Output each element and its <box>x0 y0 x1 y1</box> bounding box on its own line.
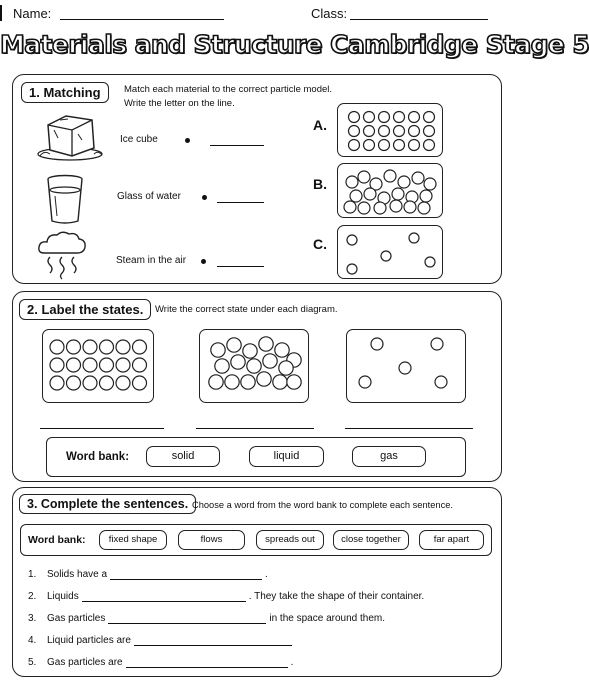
top-edge-mark <box>0 5 2 21</box>
diagram-liquid-particles <box>200 330 310 404</box>
sentence-5-text-after: . <box>290 657 294 668</box>
particle <box>399 362 411 374</box>
particle <box>424 112 435 123</box>
item-steam-dot[interactable] <box>201 259 206 264</box>
particle <box>215 359 229 373</box>
section-1-instruction-2: Write the letter on the line. <box>124 98 235 109</box>
word-pill-solid[interactable]: solid <box>146 446 220 467</box>
particle <box>257 372 271 386</box>
particle <box>431 338 443 350</box>
word-pill-close-together[interactable]: close together <box>333 530 409 550</box>
particle <box>404 201 416 213</box>
item-steam-label: Steam in the air <box>116 255 187 266</box>
item-glass-of-water-label: Glass of water <box>117 191 181 202</box>
particle <box>349 112 360 123</box>
answer-line-diagram-1[interactable] <box>40 428 164 429</box>
particle <box>425 257 435 267</box>
particle <box>358 171 370 183</box>
particle <box>384 170 396 182</box>
model-a-letter: A. <box>313 117 327 133</box>
particle <box>346 176 358 188</box>
item-ice-cube-label: Ice cube <box>120 134 158 145</box>
particle <box>379 126 390 137</box>
particle <box>241 375 255 389</box>
particle <box>50 358 64 372</box>
particle <box>394 140 405 151</box>
diagram-gas-particles <box>347 330 467 404</box>
sentence-5-number: 5. <box>28 657 37 668</box>
particle <box>409 233 419 243</box>
name-label: Name: <box>13 6 52 21</box>
particle <box>275 343 289 357</box>
sentence-2-blank[interactable] <box>82 590 246 602</box>
section-2-instruction: Write the correct state under each diagram. <box>155 304 338 315</box>
particle <box>398 176 410 188</box>
particle <box>409 140 420 151</box>
word-bank-states-label: Word bank: <box>66 451 130 463</box>
ice-cube-icon <box>34 110 106 162</box>
particle <box>211 343 225 357</box>
sentence-3-number: 3. <box>28 613 37 624</box>
sentence-3-text-after: in the space around them. <box>269 613 385 624</box>
model-a-particles <box>338 104 444 158</box>
particle <box>273 375 287 389</box>
sentence-3-blank[interactable] <box>108 612 266 624</box>
worksheet-title: Materials and Structure Cambridge Stage 5 <box>0 30 589 59</box>
section-2-label: 2. Label the states. <box>19 299 151 320</box>
sentence-5 <box>28 656 293 670</box>
sentence-2-text-after: . They take the shape of their container. <box>248 591 425 602</box>
model-c-gas-particles <box>337 225 443 279</box>
particle <box>116 358 130 372</box>
particle <box>358 202 370 214</box>
particle <box>67 358 81 372</box>
particle <box>347 235 357 245</box>
particle <box>424 140 435 151</box>
diagram-solid <box>42 329 154 403</box>
word-pill-fixed-shape[interactable]: fixed shape <box>99 530 167 550</box>
class-field[interactable] <box>350 19 488 20</box>
section-complete-sentences <box>12 487 502 677</box>
particle <box>364 188 376 200</box>
word-pill-spreads-out[interactable]: spreads out <box>256 530 324 550</box>
particle <box>347 264 357 274</box>
sentence-1-text-after: . <box>265 569 268 580</box>
particle <box>390 200 402 212</box>
particle <box>379 112 390 123</box>
sentence-4-number: 4. <box>28 635 37 646</box>
sentence-4-text-before: Liquid particles are <box>47 635 131 646</box>
sentence-5-text-before: Gas particles are <box>47 657 123 668</box>
sentence-3-text-before: Gas particles <box>47 613 106 624</box>
sentence-2-number: 2. <box>28 591 37 602</box>
diagram-liquid <box>199 329 309 403</box>
model-b-liquid-particles <box>337 163 443 218</box>
particle <box>133 376 147 390</box>
particle <box>435 376 447 388</box>
particle <box>350 190 362 202</box>
particle <box>100 376 114 390</box>
answer-line-steam[interactable] <box>217 266 264 267</box>
name-field[interactable] <box>60 19 224 20</box>
sentence-1-number: 1. <box>28 569 37 580</box>
particle <box>364 140 375 151</box>
particle <box>344 201 356 213</box>
item-ice-cube-dot[interactable] <box>185 138 190 143</box>
word-pill-far-apart[interactable]: far apart <box>419 530 484 550</box>
sentence-1-blank[interactable] <box>110 568 262 580</box>
particle <box>424 178 436 190</box>
particle <box>409 126 420 137</box>
section-3-instruction: Choose a word from the word bank to complete each sentence. <box>192 500 453 510</box>
particle <box>371 338 383 350</box>
particle <box>83 376 97 390</box>
model-a-solid-particles <box>337 103 443 157</box>
sentence-4-blank[interactable] <box>134 634 292 646</box>
particle <box>374 202 386 214</box>
sentence-4 <box>28 634 295 648</box>
diagram-gas <box>346 329 466 403</box>
model-c-letter: C. <box>313 236 327 252</box>
particle <box>420 190 432 202</box>
word-bank-sentences-label: Word bank: <box>28 534 86 546</box>
particle <box>83 340 97 354</box>
particle <box>379 140 390 151</box>
particle <box>263 354 277 368</box>
sentence-2-text-before: Liquids <box>47 591 79 602</box>
diagram-solid-particles <box>43 330 155 404</box>
section-3-label: 3. Complete the sentences. <box>19 494 196 514</box>
sentence-5-blank[interactable] <box>126 656 288 668</box>
particle <box>100 340 114 354</box>
model-b-particles <box>338 164 444 219</box>
particle <box>225 375 239 389</box>
particle <box>349 126 360 137</box>
answer-line-diagram-3[interactable] <box>345 428 473 429</box>
particle <box>394 126 405 137</box>
particle <box>279 361 293 375</box>
particle <box>364 112 375 123</box>
particle <box>394 112 405 123</box>
particle <box>247 359 261 373</box>
particle <box>209 375 223 389</box>
particle <box>364 126 375 137</box>
particle <box>133 358 147 372</box>
section-1-instruction-1: Match each material to the correct particle model. <box>124 84 333 95</box>
model-c-particles <box>338 226 444 280</box>
steam-cloud-icon <box>36 229 88 281</box>
section-1-label: 1. Matching <box>21 82 109 103</box>
word-pill-gas[interactable]: gas <box>352 446 426 467</box>
particle <box>409 112 420 123</box>
answer-line-glass-of-water[interactable] <box>217 202 264 203</box>
particle <box>227 338 241 352</box>
particle <box>381 251 391 261</box>
class-label: Class: <box>311 6 348 21</box>
particle <box>349 140 360 151</box>
particle <box>412 172 424 184</box>
particle <box>116 340 130 354</box>
particle <box>259 337 273 351</box>
particle <box>418 202 430 214</box>
particle <box>83 358 97 372</box>
sentence-1 <box>28 568 268 582</box>
particle <box>100 358 114 372</box>
particle <box>392 188 404 200</box>
word-pill-flows[interactable]: flows <box>178 530 245 550</box>
answer-line-diagram-2[interactable] <box>196 428 314 429</box>
particle <box>231 355 245 369</box>
glass-of-water-icon <box>44 174 86 226</box>
word-pill-liquid[interactable]: liquid <box>249 446 324 467</box>
particle <box>424 126 435 137</box>
sentence-1-text-before: Solids have a <box>47 569 108 580</box>
particle <box>243 344 257 358</box>
sentence-3 <box>28 612 385 626</box>
particle <box>359 376 371 388</box>
particle <box>50 376 64 390</box>
item-glass-of-water-dot[interactable] <box>202 195 207 200</box>
sentence-2 <box>28 590 424 604</box>
particle <box>50 340 64 354</box>
particle <box>287 375 301 389</box>
particle <box>133 340 147 354</box>
particle <box>67 340 81 354</box>
answer-line-ice-cube[interactable] <box>210 145 264 146</box>
particle <box>116 376 130 390</box>
model-b-letter: B. <box>313 176 327 192</box>
particle <box>67 376 81 390</box>
